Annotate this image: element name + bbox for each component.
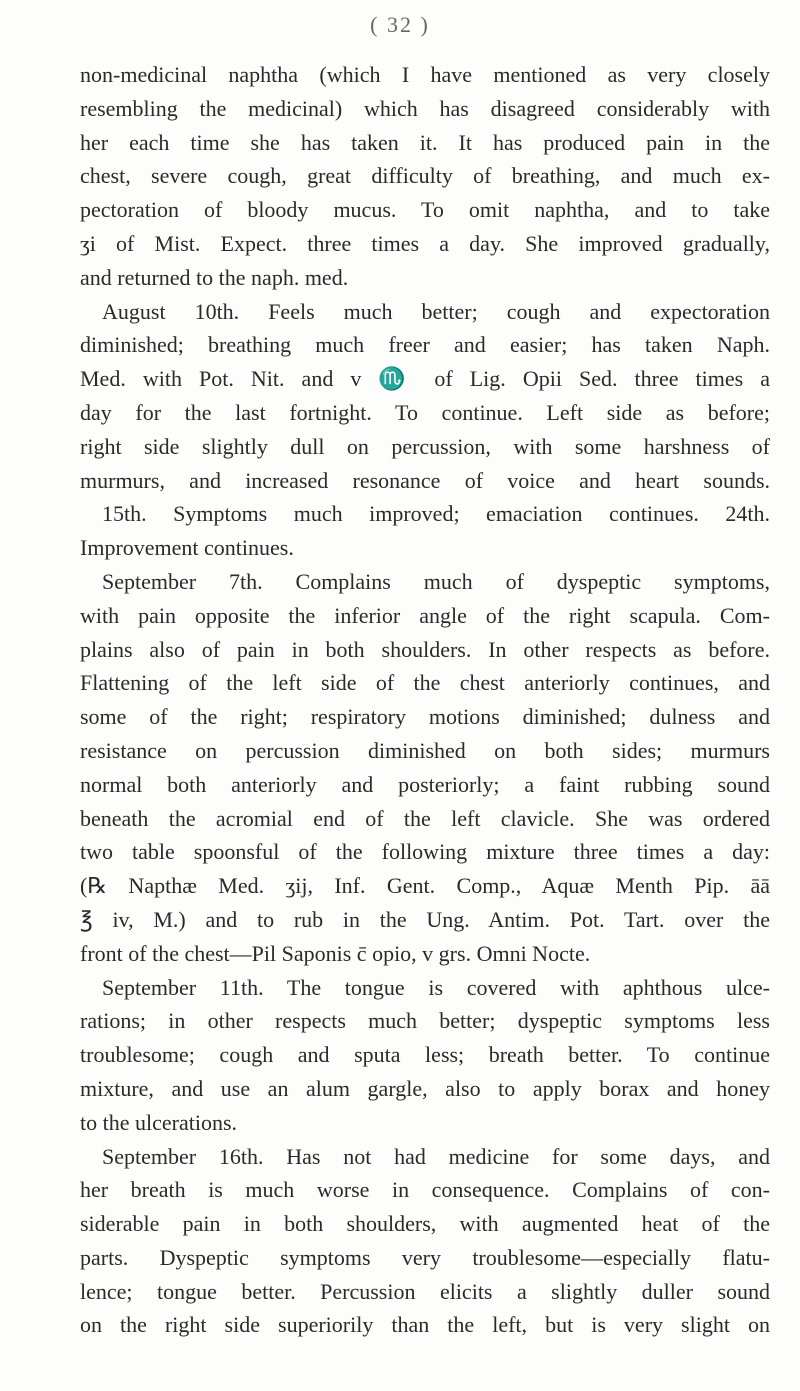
text-line: resistance on percussion diminished on both sides; murmurs [80,737,770,763]
page-number: ( 32 ) [370,12,430,37]
text-line: ℥ iv, M.) and to rub in the Ung. Antim. Pot. Tart. over the [80,906,770,932]
text-line: on the right side superiorily than the left, but is very slight on [80,1312,770,1338]
text-line: diminished; breathing much freer and easier; has taken Naph. [80,332,770,358]
text-line: ʒi of Mist. Expect. three times a day. She improved gradually, [80,230,770,256]
text-line: right side slightly dull on percussion, with some harshness of [80,433,770,459]
text-line: beneath the acromial end of the left clavicle. She was ordered [80,805,770,831]
text-line: parts. Dyspeptic symptoms very troublesome—especially flatu- [80,1244,770,1270]
text-line: some of the right; respiratory motions diminished; dulness and [80,704,770,730]
text-line: front of the chest—Pil Saponis c̄ opio, v grs. Omni Nocte. [80,940,591,966]
text-line: day for the last fortnight. To continue. Left side as before; [80,399,770,425]
text-line: (℞ Napthæ Med. ʒij, Inf. Gent. Comp., Aquæ Menth Pip. āā [80,873,770,899]
text-line: siderable pain in both shoulders, with augmented heat of the [80,1211,770,1237]
text-line: her each time she has taken it. It has produced pain in the [80,129,770,155]
text-line: chest, severe cough, great difficulty of breathing, and much ex- [80,163,770,189]
text-line: and returned to the naph. med. [80,264,349,290]
text-line: Improvement continues. [80,535,294,561]
text-line: September 7th. Complains much of dyspeptic symptoms, [102,568,770,594]
text-line: 15th. Symptoms much improved; emaciation continues. 24th. [102,501,770,527]
text-line: August 10th. Feels much better; cough and expectoration [102,298,770,324]
text-line: pectoration of bloody mucus. To omit naphtha, and to take [80,197,770,223]
text-line: two table spoonsful of the following mixture three times a day: [80,839,770,865]
text-line: to the ulcerations. [80,1109,238,1135]
text-line: resembling the medicinal) which has disagreed considerably with [80,95,770,121]
text-line: normal both anteriorly and posteriorly; a faint rubbing sound [80,771,770,797]
text-line: murmurs, and increased resonance of voice and heart sounds. [80,467,770,493]
text-line: plains also of pain in both shoulders. In other respects as before. [80,636,770,662]
body-text [80,58,770,1342]
text-line: lence; tongue better. Percussion elicits a slightly duller sound [80,1278,770,1304]
text-line: her breath is much worse in consequence. Complains of con- [80,1177,770,1203]
text-line: with pain opposite the inferior angle of the right scapula. Com- [80,602,770,628]
text-line: Med. with Pot. Nit. and v ♏ of Lig. Opii Sed. three times a [80,366,770,392]
text-line: non-medicinal naphtha (which I have mentioned as very closely [80,62,770,87]
text-line: mixture, and use an alum gargle, also to apply borax and honey [80,1075,770,1101]
text-line: September 11th. The tongue is covered with aphthous ulce- [102,974,770,1000]
text-line: September 16th. Has not had medicine for some days, and [102,1143,770,1169]
text-line: rations; in other respects much better; dyspeptic symptoms less [80,1008,770,1034]
text-line: Flattening of the left side of the chest anteriorly continues, and [80,670,770,696]
text-line: troublesome; cough and sputa less; breath better. To continue [80,1042,770,1068]
